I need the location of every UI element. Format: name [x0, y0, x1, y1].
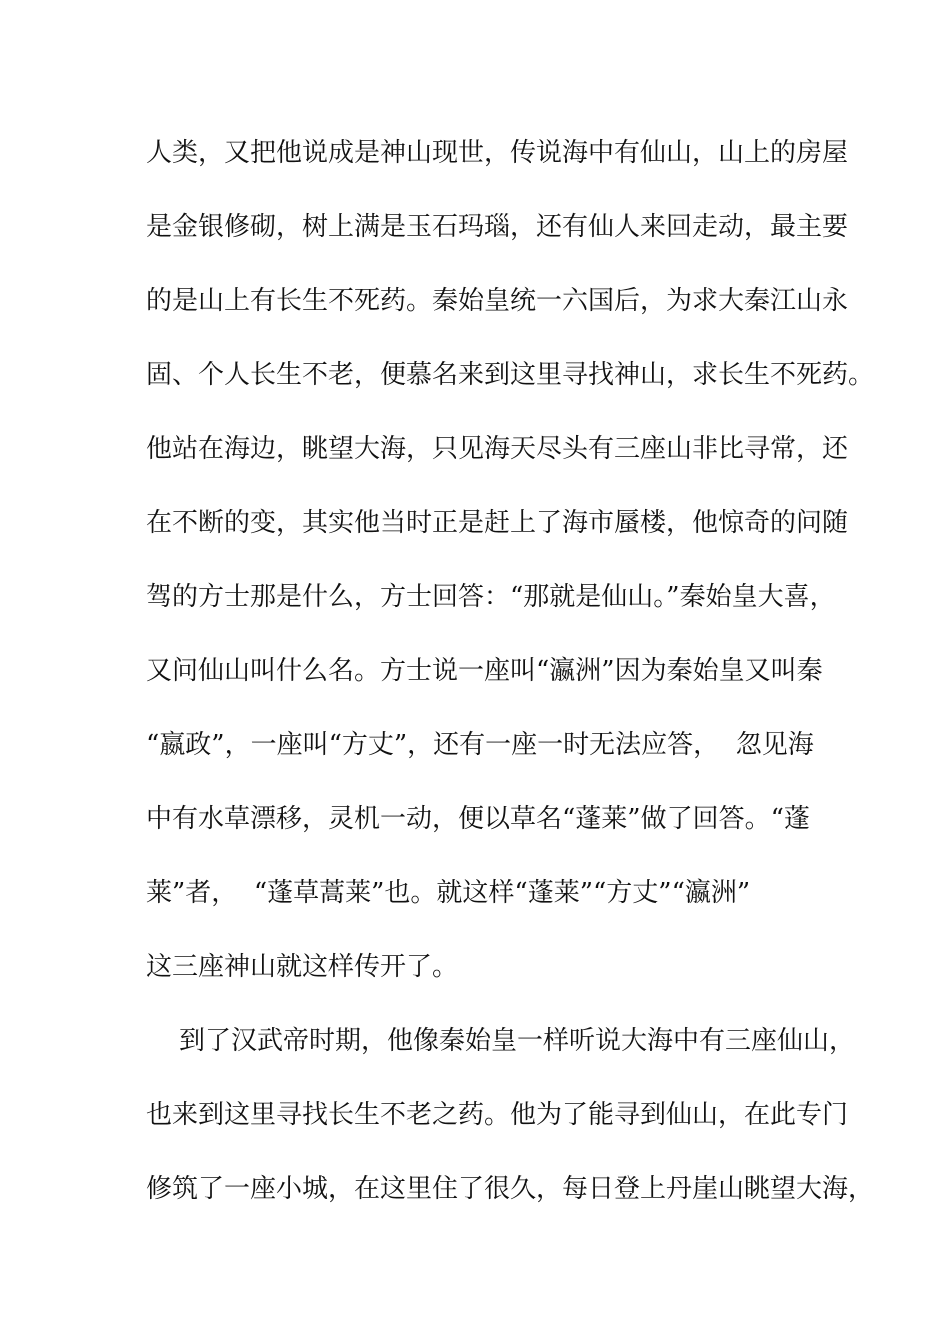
- text-line: 的是山上有长生不死药。秦始皇统一六国后，为求大秦江山永: [146, 286, 849, 316]
- text-line: 也来到这里寻找长生不老之药。他为了能寻到仙山，在此专门: [146, 1100, 849, 1130]
- text-line: 他站在海边，眺望大海，只见海天尽头有三座山非比寻常，还: [146, 434, 849, 464]
- text-line: 修筑了一座小城，在这里住了很久，每日登上丹崖山眺望大海，: [146, 1174, 875, 1204]
- text-line: 又问仙山叫什么名。方士说一座叫“瀛洲”因为秦始皇又叫秦: [146, 656, 823, 686]
- text-line: 人类，又把他说成是神山现世，传说海中有仙山，山上的房屋: [146, 138, 849, 168]
- text-line: 这三座神山就这样传开了。: [146, 952, 459, 982]
- text-line: 中有水草漂移，灵机一动，便以草名“蓬莱”做了回答。“蓬: [146, 804, 810, 834]
- text-line: 驾的方士那是什么，方士回答：“那就是仙山。”秦始皇大喜，: [146, 582, 836, 612]
- body-text: [146, 130, 875, 1240]
- text-line: 是金银修砌，树上满是玉石玛瑙，还有仙人来回走动，最主要: [146, 212, 849, 242]
- text-line: 固、个人长生不老，便慕名来到这里寻找神山，求长生不死药。: [146, 360, 875, 390]
- text-line: 莱”者， “蓬草蒿莱”也。就这样“蓬莱”“方丈”“瀛洲”: [146, 878, 751, 908]
- text-line: “嬴政”，一座叫“方丈”，还有一座一时无法应答， 忽见海: [146, 730, 814, 760]
- text-line: 在不断的变，其实他当时正是赶上了海市蜃楼，他惊奇的问随: [146, 508, 849, 538]
- text-line: 到了汉武帝时期，他像秦始皇一样听说大海中有三座仙山，: [146, 1026, 856, 1056]
